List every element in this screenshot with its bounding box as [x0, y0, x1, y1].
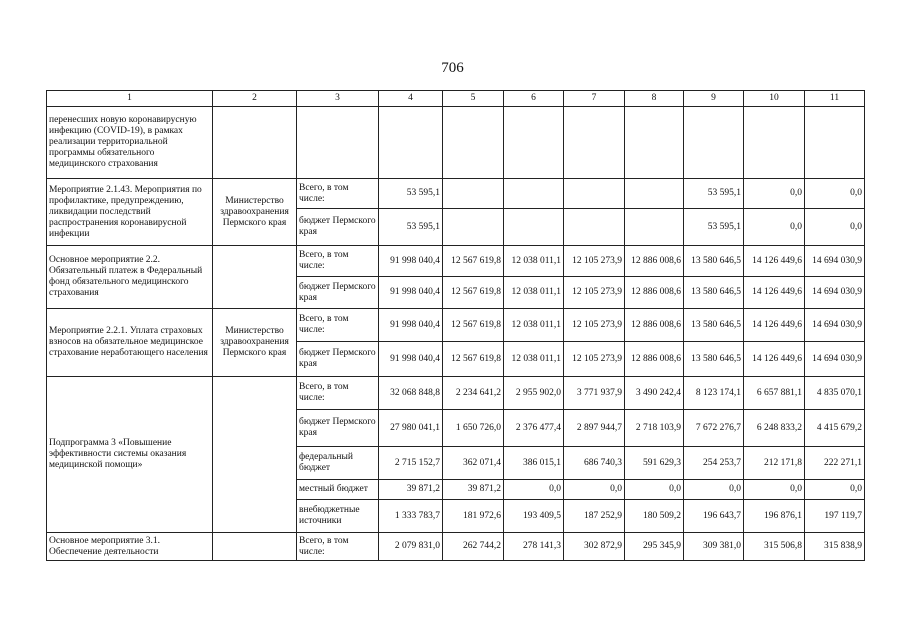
amount-cell: 181 972,6 — [443, 500, 504, 533]
executor — [213, 246, 297, 309]
empty-cell — [213, 107, 297, 179]
amount-cell: 591 629,3 — [625, 447, 684, 480]
amount-cell: 53 595,1 — [379, 209, 443, 246]
amount-cell — [504, 209, 564, 246]
amount-cell: 12 567 619,8 — [443, 246, 504, 277]
amount-cell: 39 871,2 — [379, 480, 443, 500]
amount-cell: 254 253,7 — [684, 447, 744, 480]
amount-cell: 53 595,1 — [684, 209, 744, 246]
executor — [213, 533, 297, 561]
page-number: 706 — [441, 60, 464, 76]
amount-cell — [504, 179, 564, 209]
executor: Министерство здравоохранения Пермского края — [213, 309, 297, 377]
amount-cell: 222 271,1 — [805, 447, 865, 480]
amount-cell: 91 998 040,4 — [379, 309, 443, 342]
amount-cell: 0,0 — [744, 480, 805, 500]
amount-cell: 3 771 937,9 — [564, 377, 625, 410]
amount-cell: 315 506,8 — [744, 533, 805, 561]
funding-source: внебюджетные источники — [297, 500, 379, 533]
amount-cell — [564, 209, 625, 246]
header-cell: 3 — [297, 91, 379, 107]
funding-source: бюджет Пермского края — [297, 209, 379, 246]
amount-cell: 53 595,1 — [684, 179, 744, 209]
amount-cell: 193 409,5 — [504, 500, 564, 533]
amount-cell: 686 740,3 — [564, 447, 625, 480]
table-row — [47, 309, 865, 342]
empty-cell — [744, 107, 805, 179]
amount-cell: 12 038 011,1 — [504, 342, 564, 377]
amount-cell: 196 876,1 — [744, 500, 805, 533]
amount-cell: 2 897 944,7 — [564, 410, 625, 447]
amount-cell: 196 643,7 — [684, 500, 744, 533]
amount-cell: 14 694 030,9 — [805, 309, 865, 342]
header-cell: 11 — [805, 91, 865, 107]
amount-cell: 13 580 646,5 — [684, 342, 744, 377]
amount-cell: 2 234 641,2 — [443, 377, 504, 410]
amount-cell: 32 068 848,8 — [379, 377, 443, 410]
funding-source: бюджет Пермского края — [297, 277, 379, 309]
amount-cell: 6 657 881,1 — [744, 377, 805, 410]
header-cell: 6 — [504, 91, 564, 107]
amount-cell: 0,0 — [744, 209, 805, 246]
funding-source: федеральный бюджет — [297, 447, 379, 480]
amount-cell: 295 345,9 — [625, 533, 684, 561]
amount-cell: 0,0 — [625, 480, 684, 500]
amount-cell: 12 038 011,1 — [504, 246, 564, 277]
header-row — [47, 91, 865, 107]
funding-source: бюджет Пермского края — [297, 410, 379, 447]
amount-cell: 91 998 040,4 — [379, 246, 443, 277]
empty-cell — [684, 107, 744, 179]
amount-cell: 262 744,2 — [443, 533, 504, 561]
continuation-row — [47, 107, 865, 179]
empty-cell — [297, 107, 379, 179]
table-row — [47, 377, 865, 410]
amount-cell: 1 650 726,0 — [443, 410, 504, 447]
table-row — [47, 533, 865, 561]
amount-cell: 2 955 902,0 — [504, 377, 564, 410]
amount-cell: 180 509,2 — [625, 500, 684, 533]
funding-source: Всего, в том числе: — [297, 179, 379, 209]
amount-cell: 12 105 273,9 — [564, 342, 625, 377]
amount-cell: 7 672 276,7 — [684, 410, 744, 447]
amount-cell: 302 872,9 — [564, 533, 625, 561]
amount-cell: 362 071,4 — [443, 447, 504, 480]
amount-cell: 12 567 619,8 — [443, 342, 504, 377]
amount-cell: 8 123 174,1 — [684, 377, 744, 410]
amount-cell: 12 886 008,6 — [625, 309, 684, 342]
amount-cell — [443, 179, 504, 209]
header-cell: 9 — [684, 91, 744, 107]
empty-cell — [805, 107, 865, 179]
amount-cell: 13 580 646,5 — [684, 246, 744, 277]
empty-cell — [379, 107, 443, 179]
amount-cell: 1 333 783,7 — [379, 500, 443, 533]
amount-cell: 315 838,9 — [805, 533, 865, 561]
executor: Министерство здравоохранения Пермского края — [213, 179, 297, 246]
measure-name: Мероприятие 2.2.1. Уплата страховых взносов на обязательное медицинское страхование неработающего населения — [47, 309, 213, 377]
amount-cell: 91 998 040,4 — [379, 277, 443, 309]
amount-cell: 12 105 273,9 — [564, 277, 625, 309]
amount-cell: 0,0 — [805, 480, 865, 500]
amount-cell: 2 715 152,7 — [379, 447, 443, 480]
header-cell: 2 — [213, 91, 297, 107]
amount-cell — [625, 179, 684, 209]
amount-cell: 13 580 646,5 — [684, 277, 744, 309]
amount-cell: 12 567 619,8 — [443, 277, 504, 309]
amount-cell: 0,0 — [684, 480, 744, 500]
measure-name: Основное мероприятие 2.2. Обязательный платеж в Федеральный фонд обязательного медицинского страхования — [47, 246, 213, 309]
amount-cell: 197 119,7 — [805, 500, 865, 533]
amount-cell: 309 381,0 — [684, 533, 744, 561]
amount-cell: 13 580 646,5 — [684, 309, 744, 342]
measure-name: Подпрограмма 3 «Повышение эффективности системы оказания медицинской помощи» — [47, 377, 213, 533]
amount-cell: 12 038 011,1 — [504, 277, 564, 309]
funding-source: Всего, в том числе: — [297, 533, 379, 561]
funding-source: Всего, в том числе: — [297, 309, 379, 342]
funding-source: бюджет Пермского края — [297, 342, 379, 377]
amount-cell: 12 105 273,9 — [564, 309, 625, 342]
amount-cell — [443, 209, 504, 246]
amount-cell — [625, 209, 684, 246]
continuation-name: перенесших новую коронавирусную инфекцию (COVID-19), в рамках реализации территориальной программы обязательного медицинского страхования — [47, 107, 213, 179]
amount-cell: 4 415 679,2 — [805, 410, 865, 447]
amount-cell: 212 171,8 — [744, 447, 805, 480]
amount-cell: 12 105 273,9 — [564, 246, 625, 277]
amount-cell: 0,0 — [504, 480, 564, 500]
amount-cell: 14 126 449,6 — [744, 342, 805, 377]
amount-cell: 27 980 041,1 — [379, 410, 443, 447]
header-cell: 1 — [47, 91, 213, 107]
funding-source: местный бюджет — [297, 480, 379, 500]
amount-cell: 14 126 449,6 — [744, 309, 805, 342]
amount-cell: 2 079 831,0 — [379, 533, 443, 561]
amount-cell: 14 126 449,6 — [744, 277, 805, 309]
header-cell: 7 — [564, 91, 625, 107]
empty-cell — [625, 107, 684, 179]
amount-cell: 0,0 — [805, 209, 865, 246]
amount-cell: 6 248 833,2 — [744, 410, 805, 447]
amount-cell: 14 694 030,9 — [805, 342, 865, 377]
amount-cell: 0,0 — [805, 179, 865, 209]
amount-cell — [564, 179, 625, 209]
header-cell: 4 — [379, 91, 443, 107]
header-cell: 5 — [443, 91, 504, 107]
amount-cell: 12 886 008,6 — [625, 246, 684, 277]
amount-cell: 3 490 242,4 — [625, 377, 684, 410]
amount-cell: 12 886 008,6 — [625, 342, 684, 377]
amount-cell: 39 871,2 — [443, 480, 504, 500]
amount-cell: 12 038 011,1 — [504, 309, 564, 342]
amount-cell: 12 567 619,8 — [443, 309, 504, 342]
amount-cell: 2 376 477,4 — [504, 410, 564, 447]
amount-cell: 14 694 030,9 — [805, 277, 865, 309]
empty-cell — [504, 107, 564, 179]
amount-cell: 278 141,3 — [504, 533, 564, 561]
amount-cell: 0,0 — [564, 480, 625, 500]
budget-table — [46, 90, 865, 561]
table-body — [47, 91, 865, 561]
empty-cell — [564, 107, 625, 179]
table-row — [47, 179, 865, 209]
amount-cell: 386 015,1 — [504, 447, 564, 480]
amount-cell: 53 595,1 — [379, 179, 443, 209]
amount-cell: 14 126 449,6 — [744, 246, 805, 277]
measure-name: Мероприятие 2.1.43. Мероприятия по профилактике, предупреждению, ликвидации последствий распространения коронавирусной инфекции — [47, 179, 213, 246]
executor — [213, 377, 297, 533]
measure-name: Основное мероприятие 3.1. Обеспечение деятельности — [47, 533, 213, 561]
amount-cell: 14 694 030,9 — [805, 246, 865, 277]
header-cell: 8 — [625, 91, 684, 107]
header-cell: 10 — [744, 91, 805, 107]
amount-cell: 0,0 — [744, 179, 805, 209]
amount-cell: 12 886 008,6 — [625, 277, 684, 309]
funding-source: Всего, в том числе: — [297, 246, 379, 277]
amount-cell: 4 835 070,1 — [805, 377, 865, 410]
funding-source: Всего, в том числе: — [297, 377, 379, 410]
empty-cell — [443, 107, 504, 179]
table-row — [47, 246, 865, 277]
amount-cell: 91 998 040,4 — [379, 342, 443, 377]
amount-cell: 2 718 103,9 — [625, 410, 684, 447]
amount-cell: 187 252,9 — [564, 500, 625, 533]
